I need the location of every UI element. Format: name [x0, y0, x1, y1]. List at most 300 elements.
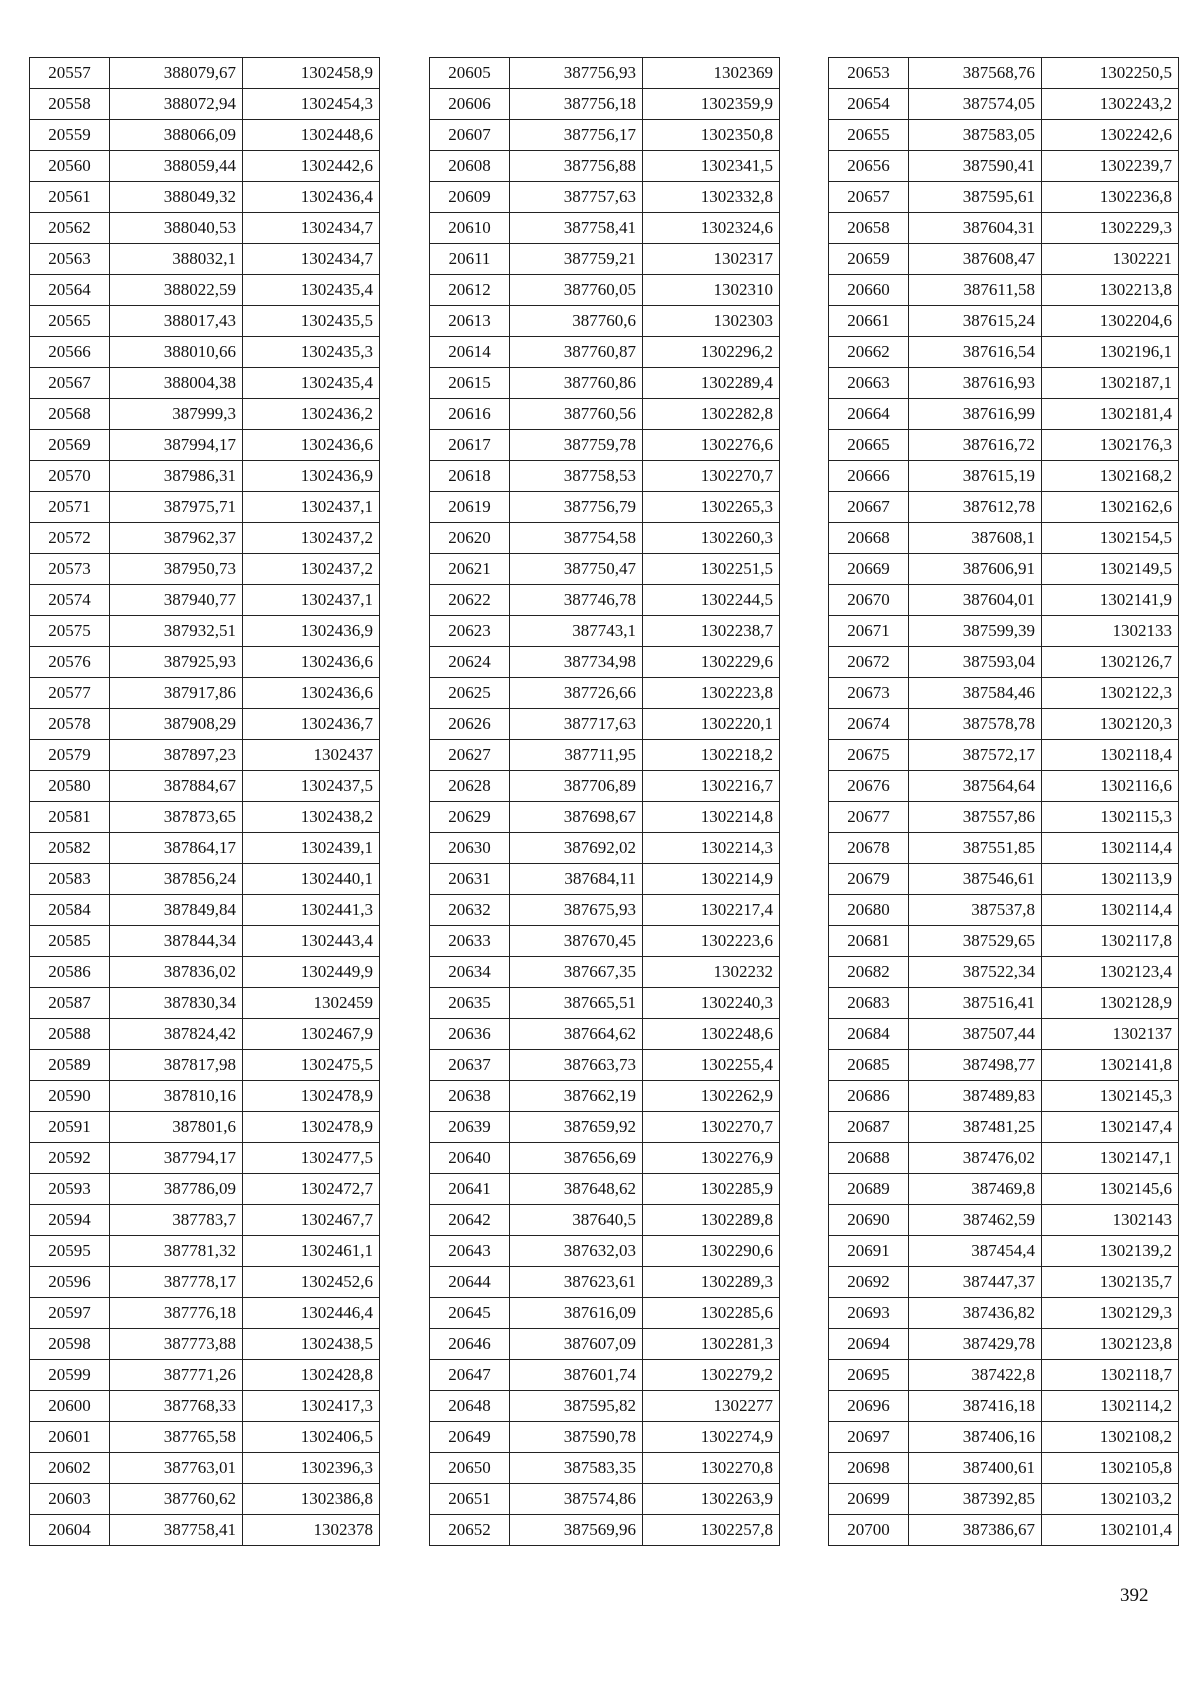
x-coordinate-cell: 387392,85	[909, 1484, 1042, 1515]
table-row	[430, 988, 780, 1019]
y-coordinate-cell: 1302213,8	[1042, 275, 1179, 306]
y-coordinate-cell: 1302123,4	[1042, 957, 1179, 988]
y-coordinate-cell: 1302436,6	[243, 678, 380, 709]
point-number-cell: 20570	[30, 461, 110, 492]
x-coordinate-cell: 387754,58	[510, 523, 643, 554]
point-number-cell: 20661	[829, 306, 909, 337]
point-number-cell: 20677	[829, 802, 909, 833]
table-row	[430, 1081, 780, 1112]
x-coordinate-cell: 387616,99	[909, 399, 1042, 430]
x-coordinate-cell: 387830,34	[110, 988, 243, 1019]
y-coordinate-cell: 1302276,9	[643, 1143, 780, 1174]
table-row	[30, 1267, 380, 1298]
table-row	[430, 1174, 780, 1205]
y-coordinate-cell: 1302257,8	[643, 1515, 780, 1546]
y-coordinate-cell: 1302250,5	[1042, 58, 1179, 89]
x-coordinate-cell: 387557,86	[909, 802, 1042, 833]
y-coordinate-cell: 1302255,4	[643, 1050, 780, 1081]
point-number-cell: 20679	[829, 864, 909, 895]
y-coordinate-cell: 1302437,5	[243, 771, 380, 802]
y-coordinate-cell: 1302317	[643, 244, 780, 275]
table-row	[30, 58, 380, 89]
point-number-cell: 20656	[829, 151, 909, 182]
x-coordinate-cell: 387664,62	[510, 1019, 643, 1050]
table-row	[829, 988, 1179, 1019]
point-number-cell: 20667	[829, 492, 909, 523]
table-row	[829, 89, 1179, 120]
y-coordinate-cell: 1302218,2	[643, 740, 780, 771]
table-row	[829, 120, 1179, 151]
x-coordinate-cell: 388049,32	[110, 182, 243, 213]
x-coordinate-cell: 387684,11	[510, 864, 643, 895]
x-coordinate-cell: 387999,3	[110, 399, 243, 430]
y-coordinate-cell: 1302281,3	[643, 1329, 780, 1360]
table-row	[829, 709, 1179, 740]
table-row	[30, 740, 380, 771]
x-coordinate-cell: 387406,16	[909, 1422, 1042, 1453]
coordinates-table-1	[29, 57, 380, 1546]
point-number-cell: 20622	[430, 585, 510, 616]
coordinates-table-3	[828, 57, 1179, 1546]
point-number-cell: 20568	[30, 399, 110, 430]
y-coordinate-cell: 1302214,8	[643, 802, 780, 833]
x-coordinate-cell: 387498,77	[909, 1050, 1042, 1081]
y-coordinate-cell: 1302434,7	[243, 244, 380, 275]
y-coordinate-cell: 1302147,1	[1042, 1143, 1179, 1174]
x-coordinate-cell: 387574,05	[909, 89, 1042, 120]
y-coordinate-cell: 1302187,1	[1042, 368, 1179, 399]
point-number-cell: 20664	[829, 399, 909, 430]
point-number-cell: 20673	[829, 678, 909, 709]
x-coordinate-cell: 387726,66	[510, 678, 643, 709]
x-coordinate-cell: 387758,41	[110, 1515, 243, 1546]
x-coordinate-cell: 387925,93	[110, 647, 243, 678]
point-number-cell: 20581	[30, 802, 110, 833]
table-row	[430, 1298, 780, 1329]
point-number-cell: 20580	[30, 771, 110, 802]
y-coordinate-cell: 1302428,8	[243, 1360, 380, 1391]
point-number-cell: 20592	[30, 1143, 110, 1174]
y-coordinate-cell: 1302406,5	[243, 1422, 380, 1453]
point-number-cell: 20699	[829, 1484, 909, 1515]
y-coordinate-cell: 1302214,9	[643, 864, 780, 895]
table-row	[430, 647, 780, 678]
point-number-cell: 20637	[430, 1050, 510, 1081]
point-number-cell: 20621	[430, 554, 510, 585]
x-coordinate-cell: 387756,79	[510, 492, 643, 523]
table-row	[430, 89, 780, 120]
point-number-cell: 20627	[430, 740, 510, 771]
y-coordinate-cell: 1302263,9	[643, 1484, 780, 1515]
point-number-cell: 20585	[30, 926, 110, 957]
y-coordinate-cell: 1302117,8	[1042, 926, 1179, 957]
y-coordinate-cell: 1302290,6	[643, 1236, 780, 1267]
y-coordinate-cell: 1302162,6	[1042, 492, 1179, 523]
x-coordinate-cell: 387593,04	[909, 647, 1042, 678]
table-row	[430, 182, 780, 213]
x-coordinate-cell: 388040,53	[110, 213, 243, 244]
x-coordinate-cell: 387844,34	[110, 926, 243, 957]
point-number-cell: 20609	[430, 182, 510, 213]
table-row	[30, 244, 380, 275]
x-coordinate-cell: 387771,26	[110, 1360, 243, 1391]
y-coordinate-cell: 1302438,5	[243, 1329, 380, 1360]
x-coordinate-cell: 387864,17	[110, 833, 243, 864]
y-coordinate-cell: 1302369	[643, 58, 780, 89]
table-row	[30, 647, 380, 678]
y-coordinate-cell: 1302282,8	[643, 399, 780, 430]
x-coordinate-cell: 387454,4	[909, 1236, 1042, 1267]
y-coordinate-cell: 1302141,9	[1042, 585, 1179, 616]
y-coordinate-cell: 1302436,6	[243, 647, 380, 678]
x-coordinate-cell: 387659,92	[510, 1112, 643, 1143]
x-coordinate-cell: 387476,02	[909, 1143, 1042, 1174]
point-number-cell: 20603	[30, 1484, 110, 1515]
point-number-cell: 20690	[829, 1205, 909, 1236]
y-coordinate-cell: 1302221	[1042, 244, 1179, 275]
point-number-cell: 20598	[30, 1329, 110, 1360]
table-row	[430, 430, 780, 461]
table-row	[30, 120, 380, 151]
x-coordinate-cell: 387436,82	[909, 1298, 1042, 1329]
point-number-cell: 20604	[30, 1515, 110, 1546]
y-coordinate-cell: 1302459	[243, 988, 380, 1019]
point-number-cell: 20685	[829, 1050, 909, 1081]
table-row	[30, 213, 380, 244]
x-coordinate-cell: 387447,37	[909, 1267, 1042, 1298]
y-coordinate-cell: 1302229,6	[643, 647, 780, 678]
x-coordinate-cell: 387522,34	[909, 957, 1042, 988]
x-coordinate-cell: 388017,43	[110, 306, 243, 337]
x-coordinate-cell: 387662,19	[510, 1081, 643, 1112]
table-row	[829, 1267, 1179, 1298]
point-number-cell: 20567	[30, 368, 110, 399]
y-coordinate-cell: 1302114,2	[1042, 1391, 1179, 1422]
y-coordinate-cell: 1302350,8	[643, 120, 780, 151]
table-row	[430, 306, 780, 337]
x-coordinate-cell: 387507,44	[909, 1019, 1042, 1050]
x-coordinate-cell: 387756,17	[510, 120, 643, 151]
table-row	[829, 1019, 1179, 1050]
x-coordinate-cell: 387884,67	[110, 771, 243, 802]
table-row	[430, 1453, 780, 1484]
y-coordinate-cell: 1302105,8	[1042, 1453, 1179, 1484]
y-coordinate-cell: 1302236,8	[1042, 182, 1179, 213]
page-number: 392	[1120, 1585, 1149, 1606]
y-coordinate-cell: 1302118,7	[1042, 1360, 1179, 1391]
x-coordinate-cell: 387810,16	[110, 1081, 243, 1112]
table-row	[30, 399, 380, 430]
table-row	[30, 957, 380, 988]
table-row	[430, 1112, 780, 1143]
table-row	[430, 275, 780, 306]
y-coordinate-cell: 1302435,5	[243, 306, 380, 337]
table-row	[829, 1360, 1179, 1391]
y-coordinate-cell: 1302438,2	[243, 802, 380, 833]
point-number-cell: 20655	[829, 120, 909, 151]
y-coordinate-cell: 1302442,6	[243, 151, 380, 182]
y-coordinate-cell: 1302276,6	[643, 430, 780, 461]
y-coordinate-cell: 1302139,2	[1042, 1236, 1179, 1267]
y-coordinate-cell: 1302341,5	[643, 151, 780, 182]
y-coordinate-cell: 1302436,4	[243, 182, 380, 213]
table-row	[30, 616, 380, 647]
y-coordinate-cell: 1302220,1	[643, 709, 780, 740]
x-coordinate-cell: 387469,8	[909, 1174, 1042, 1205]
table-row	[30, 1422, 380, 1453]
x-coordinate-cell: 387776,18	[110, 1298, 243, 1329]
y-coordinate-cell: 1302137	[1042, 1019, 1179, 1050]
point-number-cell: 20646	[430, 1329, 510, 1360]
x-coordinate-cell: 387583,05	[909, 120, 1042, 151]
table-row	[30, 771, 380, 802]
y-coordinate-cell: 1302417,3	[243, 1391, 380, 1422]
x-coordinate-cell: 387616,54	[909, 337, 1042, 368]
y-coordinate-cell: 1302359,9	[643, 89, 780, 120]
point-number-cell: 20624	[430, 647, 510, 678]
point-number-cell: 20611	[430, 244, 510, 275]
y-coordinate-cell: 1302114,4	[1042, 895, 1179, 926]
y-coordinate-cell: 1302108,2	[1042, 1422, 1179, 1453]
table-row	[829, 802, 1179, 833]
table-row	[829, 399, 1179, 430]
point-number-cell: 20626	[430, 709, 510, 740]
x-coordinate-cell: 387765,58	[110, 1422, 243, 1453]
x-coordinate-cell: 387760,6	[510, 306, 643, 337]
table-row	[430, 740, 780, 771]
point-number-cell: 20633	[430, 926, 510, 957]
point-number-cell: 20696	[829, 1391, 909, 1422]
x-coordinate-cell: 387763,01	[110, 1453, 243, 1484]
y-coordinate-cell: 1302270,8	[643, 1453, 780, 1484]
point-number-cell: 20620	[430, 523, 510, 554]
x-coordinate-cell: 387546,61	[909, 864, 1042, 895]
y-coordinate-cell: 1302114,4	[1042, 833, 1179, 864]
x-coordinate-cell: 387760,62	[110, 1484, 243, 1515]
x-coordinate-cell: 387462,59	[909, 1205, 1042, 1236]
x-coordinate-cell: 387656,69	[510, 1143, 643, 1174]
y-coordinate-cell: 1302120,3	[1042, 709, 1179, 740]
coordinates-table-2	[429, 57, 780, 1546]
x-coordinate-cell: 387734,98	[510, 647, 643, 678]
table-row	[30, 895, 380, 926]
point-number-cell: 20635	[430, 988, 510, 1019]
table-row	[430, 1143, 780, 1174]
y-coordinate-cell: 1302303	[643, 306, 780, 337]
point-number-cell: 20688	[829, 1143, 909, 1174]
table-row	[430, 1267, 780, 1298]
table-row	[829, 1236, 1179, 1267]
y-coordinate-cell: 1302101,4	[1042, 1515, 1179, 1546]
y-coordinate-cell: 1302270,7	[643, 461, 780, 492]
y-coordinate-cell: 1302149,5	[1042, 554, 1179, 585]
point-number-cell: 20594	[30, 1205, 110, 1236]
y-coordinate-cell: 1302279,2	[643, 1360, 780, 1391]
y-coordinate-cell: 1302440,1	[243, 864, 380, 895]
point-number-cell: 20695	[829, 1360, 909, 1391]
x-coordinate-cell: 387416,18	[909, 1391, 1042, 1422]
x-coordinate-cell: 387611,58	[909, 275, 1042, 306]
y-coordinate-cell: 1302196,1	[1042, 337, 1179, 368]
table-row	[430, 1422, 780, 1453]
table-row	[30, 1360, 380, 1391]
x-coordinate-cell: 387663,73	[510, 1050, 643, 1081]
x-coordinate-cell: 387994,17	[110, 430, 243, 461]
y-coordinate-cell: 1302437,1	[243, 585, 380, 616]
point-number-cell: 20617	[430, 430, 510, 461]
point-number-cell: 20596	[30, 1267, 110, 1298]
table-row	[30, 1019, 380, 1050]
point-number-cell: 20640	[430, 1143, 510, 1174]
point-number-cell: 20672	[829, 647, 909, 678]
y-coordinate-cell: 1302436,9	[243, 461, 380, 492]
table-row	[430, 709, 780, 740]
y-coordinate-cell: 1302458,9	[243, 58, 380, 89]
y-coordinate-cell: 1302437,2	[243, 523, 380, 554]
y-coordinate-cell: 1302243,2	[1042, 89, 1179, 120]
x-coordinate-cell: 388032,1	[110, 244, 243, 275]
table-row	[30, 802, 380, 833]
y-coordinate-cell: 1302436,2	[243, 399, 380, 430]
table-row	[30, 1484, 380, 1515]
y-coordinate-cell: 1302443,4	[243, 926, 380, 957]
table-row	[30, 1143, 380, 1174]
table-row	[30, 1205, 380, 1236]
table-row	[430, 1360, 780, 1391]
table-row	[829, 275, 1179, 306]
x-coordinate-cell: 387794,17	[110, 1143, 243, 1174]
table-row	[430, 337, 780, 368]
x-coordinate-cell: 387616,72	[909, 430, 1042, 461]
point-number-cell: 20629	[430, 802, 510, 833]
x-coordinate-cell: 387849,84	[110, 895, 243, 926]
x-coordinate-cell: 387778,17	[110, 1267, 243, 1298]
point-number-cell: 20587	[30, 988, 110, 1019]
x-coordinate-cell: 387590,78	[510, 1422, 643, 1453]
x-coordinate-cell: 387670,45	[510, 926, 643, 957]
table-row	[430, 1019, 780, 1050]
x-coordinate-cell: 387783,7	[110, 1205, 243, 1236]
point-number-cell: 20638	[430, 1081, 510, 1112]
x-coordinate-cell: 388072,94	[110, 89, 243, 120]
x-coordinate-cell: 387667,35	[510, 957, 643, 988]
point-number-cell: 20613	[430, 306, 510, 337]
table-row	[430, 1050, 780, 1081]
y-coordinate-cell: 1302168,2	[1042, 461, 1179, 492]
point-number-cell: 20625	[430, 678, 510, 709]
table-row	[30, 864, 380, 895]
x-coordinate-cell: 387529,65	[909, 926, 1042, 957]
y-coordinate-cell: 1302216,7	[643, 771, 780, 802]
y-coordinate-cell: 1302176,3	[1042, 430, 1179, 461]
point-number-cell: 20654	[829, 89, 909, 120]
x-coordinate-cell: 387422,8	[909, 1360, 1042, 1391]
table-row	[430, 244, 780, 275]
x-coordinate-cell: 387481,25	[909, 1112, 1042, 1143]
x-coordinate-cell: 387551,85	[909, 833, 1042, 864]
table-row	[430, 864, 780, 895]
point-number-cell: 20693	[829, 1298, 909, 1329]
point-number-cell: 20674	[829, 709, 909, 740]
table-row	[829, 616, 1179, 647]
point-number-cell: 20582	[30, 833, 110, 864]
y-coordinate-cell: 1302115,3	[1042, 802, 1179, 833]
y-coordinate-cell: 1302122,3	[1042, 678, 1179, 709]
y-coordinate-cell: 1302441,3	[243, 895, 380, 926]
x-coordinate-cell: 387648,62	[510, 1174, 643, 1205]
point-number-cell: 20634	[430, 957, 510, 988]
x-coordinate-cell: 387758,53	[510, 461, 643, 492]
y-coordinate-cell: 1302448,6	[243, 120, 380, 151]
x-coordinate-cell: 387607,09	[510, 1329, 643, 1360]
table-row	[829, 1298, 1179, 1329]
table-row	[829, 740, 1179, 771]
x-coordinate-cell: 387817,98	[110, 1050, 243, 1081]
x-coordinate-cell: 387940,77	[110, 585, 243, 616]
point-number-cell: 20644	[430, 1267, 510, 1298]
point-number-cell: 20694	[829, 1329, 909, 1360]
x-coordinate-cell: 387615,19	[909, 461, 1042, 492]
x-coordinate-cell: 387743,1	[510, 616, 643, 647]
table-row	[829, 306, 1179, 337]
y-coordinate-cell: 1302128,9	[1042, 988, 1179, 1019]
point-number-cell: 20660	[829, 275, 909, 306]
point-number-cell: 20631	[430, 864, 510, 895]
y-coordinate-cell: 1302452,6	[243, 1267, 380, 1298]
table-row	[829, 58, 1179, 89]
table-row	[30, 151, 380, 182]
point-number-cell: 20593	[30, 1174, 110, 1205]
x-coordinate-cell: 387595,61	[909, 182, 1042, 213]
x-coordinate-cell: 387608,47	[909, 244, 1042, 275]
table-row	[829, 771, 1179, 802]
point-number-cell: 20600	[30, 1391, 110, 1422]
table-row	[30, 1391, 380, 1422]
table-row	[30, 275, 380, 306]
x-coordinate-cell: 387612,78	[909, 492, 1042, 523]
y-coordinate-cell: 1302296,2	[643, 337, 780, 368]
table-row	[430, 771, 780, 802]
point-number-cell: 20630	[430, 833, 510, 864]
point-number-cell: 20563	[30, 244, 110, 275]
point-number-cell: 20562	[30, 213, 110, 244]
point-number-cell: 20670	[829, 585, 909, 616]
y-coordinate-cell: 1302143	[1042, 1205, 1179, 1236]
point-number-cell: 20578	[30, 709, 110, 740]
x-coordinate-cell: 387781,32	[110, 1236, 243, 1267]
x-coordinate-cell: 387706,89	[510, 771, 643, 802]
x-coordinate-cell: 387400,61	[909, 1453, 1042, 1484]
y-coordinate-cell: 1302437,2	[243, 554, 380, 585]
x-coordinate-cell: 387836,02	[110, 957, 243, 988]
table-row	[430, 368, 780, 399]
x-coordinate-cell: 387604,31	[909, 213, 1042, 244]
x-coordinate-cell: 387623,61	[510, 1267, 643, 1298]
point-number-cell: 20583	[30, 864, 110, 895]
table-row	[430, 833, 780, 864]
y-coordinate-cell: 1302437,1	[243, 492, 380, 523]
y-coordinate-cell: 1302436,6	[243, 430, 380, 461]
point-number-cell: 20589	[30, 1050, 110, 1081]
x-coordinate-cell: 387746,78	[510, 585, 643, 616]
point-number-cell: 20676	[829, 771, 909, 802]
table-row	[829, 337, 1179, 368]
y-coordinate-cell: 1302244,5	[643, 585, 780, 616]
point-number-cell: 20597	[30, 1298, 110, 1329]
point-number-cell: 20572	[30, 523, 110, 554]
point-number-cell: 20678	[829, 833, 909, 864]
x-coordinate-cell: 387758,41	[510, 213, 643, 244]
